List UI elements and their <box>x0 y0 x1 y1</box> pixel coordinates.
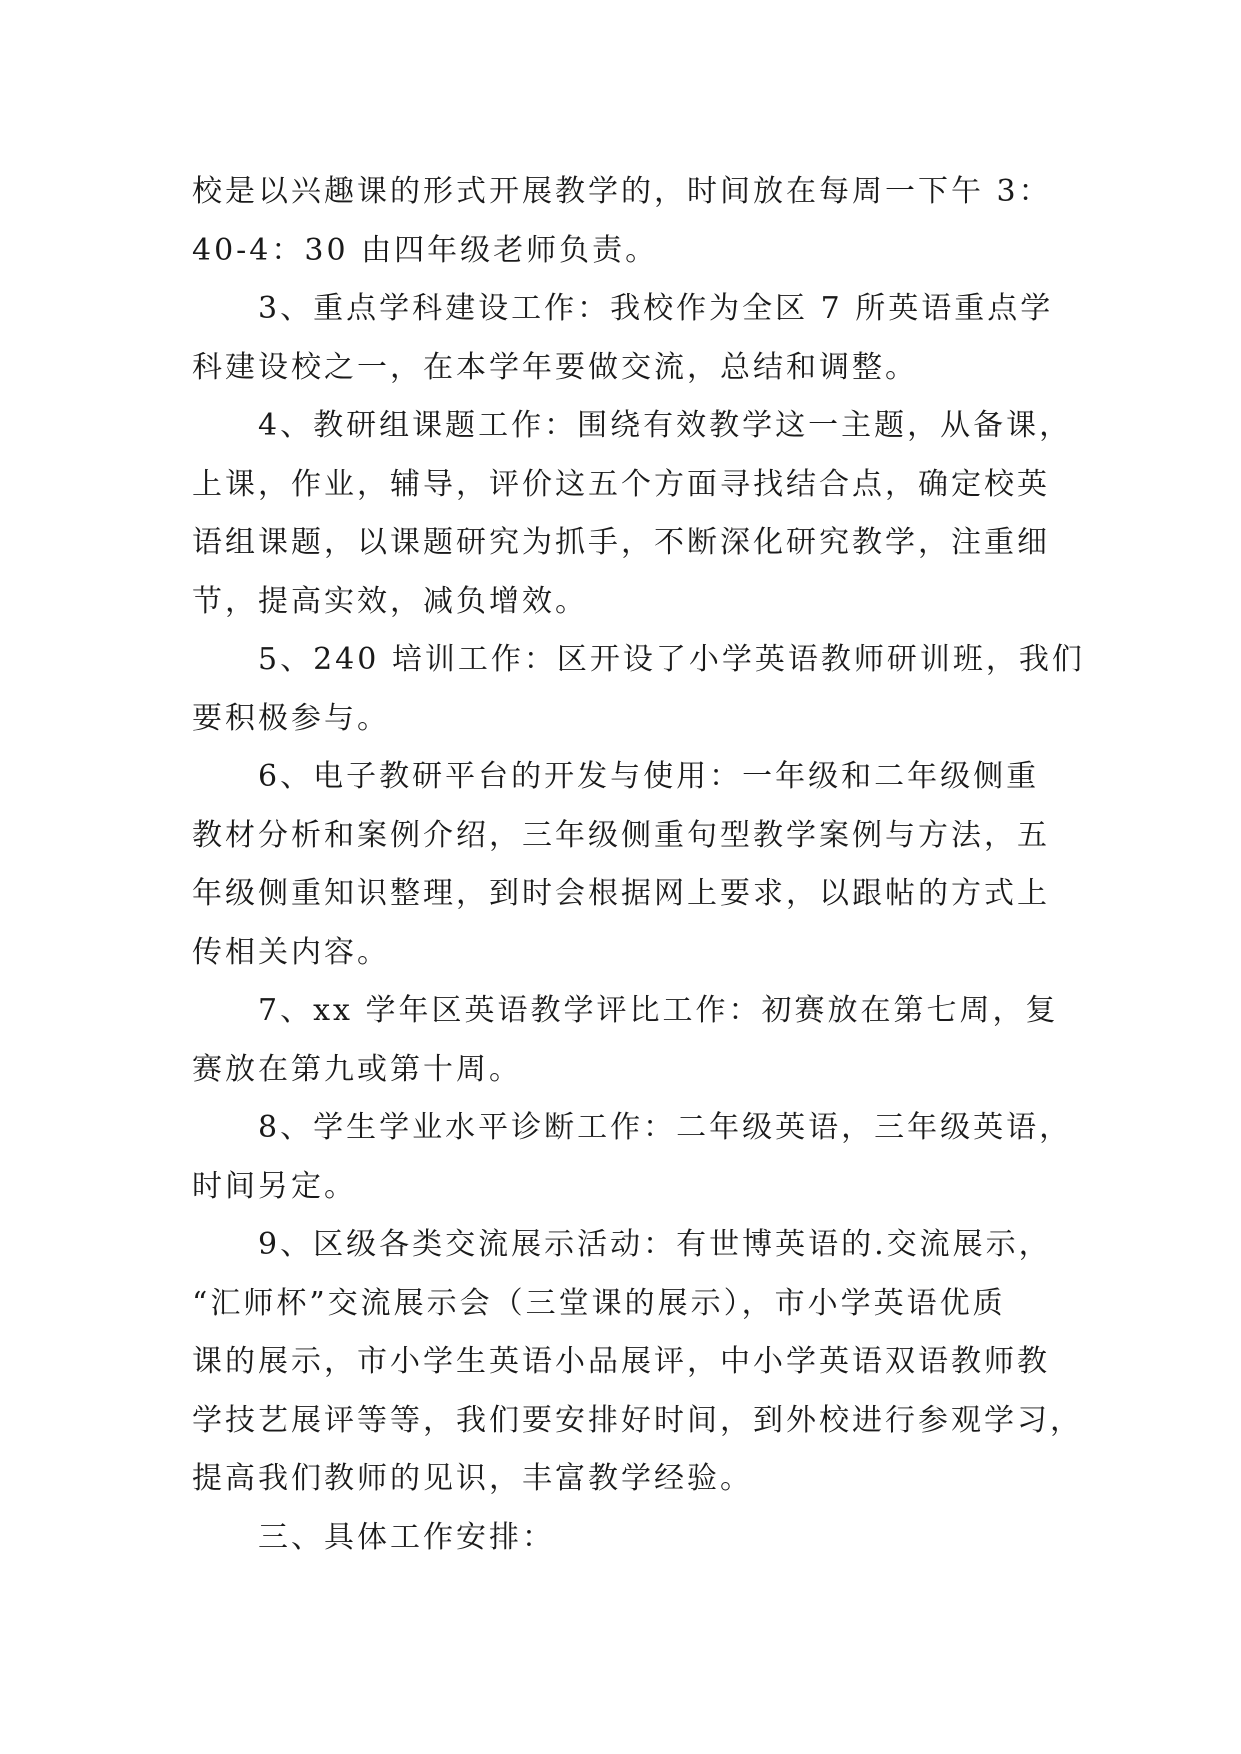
text-line: 40-4：30 由四年级老师负责。 <box>192 232 659 268</box>
text-line: 7、xx 学年区英语教学评比工作：初赛放在第七周，复 <box>258 993 1059 1028</box>
paragraph-continuation <box>192 163 1062 280</box>
section-heading <box>192 1509 1062 1568</box>
text-line: 三、具体工作安排： <box>258 1519 555 1555</box>
text-line: 8、学生学业水平诊断工作：二年级英语，三年级英语， <box>258 1110 1073 1145</box>
text-line: 课的展示，市小学生英语小品展评，中小学英语双语教师教 <box>192 1344 1050 1379</box>
document-body <box>192 163 1085 1567</box>
text-line: 3、重点学科建设工作：我校作为全区 7 所英语重点学 <box>258 291 1054 326</box>
text-line: 节，提高实效，减负增效。 <box>192 583 588 619</box>
text-line: 5、240 培训工作：区开设了小学英语教师研训班，我们 <box>258 642 1085 677</box>
text-line: 校是以兴趣课的形式开展教学的，时间放在每周一下午 3： <box>192 174 1052 209</box>
text-line: 教材分析和案例介绍，三年级侧重句型教学案例与方法，五 <box>192 817 1050 853</box>
text-line: 年级侧重知识整理，到时会根据网上要求，以跟帖的方式上 <box>192 876 1050 911</box>
paragraph-item-3 <box>192 280 1062 397</box>
text-line: 9、区级各类交流展示活动：有世博英语的.交流展示， <box>258 1227 1052 1262</box>
text-line: 时间另定。 <box>192 1168 357 1204</box>
paragraph-item-7 <box>192 982 1062 1099</box>
text-line: 学技艺展评等等，我们要安排好时间，到外校进行参观学习， <box>192 1402 1083 1438</box>
paragraph-item-9 <box>192 1216 1083 1509</box>
paragraph-item-4 <box>192 397 1073 631</box>
paragraph-item-8 <box>192 1099 1073 1216</box>
text-line: 要积极参与。 <box>192 700 390 736</box>
paragraph-item-6 <box>192 748 1062 982</box>
text-line: 提高我们教师的见识，丰富教学经验。 <box>192 1461 753 1496</box>
text-line: “汇师杯”交流展示会（三堂课的展示），市小学英语优质 <box>192 1285 1006 1321</box>
text-line: 传相关内容。 <box>192 934 390 970</box>
text-line: 6、电子教研平台的开发与使用：一年级和二年级侧重 <box>258 759 1040 794</box>
text-line: 语组课题，以课题研究为抓手，不断深化研究教学，注重细 <box>192 525 1050 560</box>
text-line: 赛放在第九或第十周。 <box>192 1051 522 1087</box>
text-line: 科建设校之一，在本学年要做交流，总结和调整。 <box>192 349 918 385</box>
text-line: 上课，作业，辅导，评价这五个方面寻找结合点，确定校英 <box>192 466 1050 502</box>
paragraph-item-5 <box>192 631 1085 748</box>
text-line: 4、教研组课题工作：围绕有效教学这一主题，从备课， <box>258 408 1073 443</box>
